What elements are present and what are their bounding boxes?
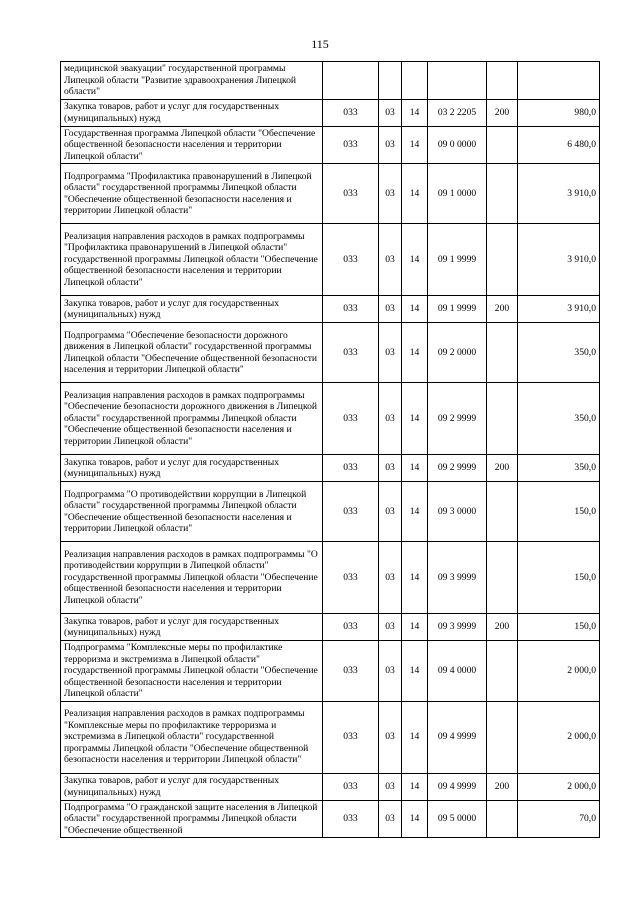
row-ministry-code: 033	[323, 800, 379, 838]
row-name: Реализация направления расходов в рамках подпрограммы "Профилактика правонарушений в Липецкой области" государственной программы Липецкой области "Обеспечение общественной безопасности населения и территории Липецкой области"	[61, 224, 323, 296]
row-name: Реализация направления расходов в рамках подпрограммы "Обеспечение безопасности дорожного движения в Липецкой области" государственной программы Липецкой области "Обеспечение общественной безопасности населения и территории Липецкой области"	[61, 383, 323, 455]
row-name: Закупка товаров, работ и услуг для государственных (муниципальных) нужд	[61, 455, 323, 482]
row-subsection-code: 14	[402, 323, 428, 383]
row-ministry-code: 033	[323, 641, 379, 702]
row-subsection-code: 14	[402, 773, 428, 800]
table-row	[61, 614, 600, 641]
row-target-code: 09 1 0000	[428, 164, 487, 224]
row-expense-type	[487, 62, 518, 100]
table-row	[61, 164, 600, 224]
row-subsection-code: 14	[402, 482, 428, 542]
row-amount: 2 000,0	[518, 701, 600, 773]
row-amount: 350,0	[518, 383, 600, 455]
table-row	[61, 126, 600, 164]
row-amount: 150,0	[518, 542, 600, 614]
row-expense-type: 200	[487, 455, 518, 482]
row-amount: 980,0	[518, 99, 600, 126]
row-ministry-code: 033	[323, 224, 379, 296]
budget-table	[60, 61, 600, 838]
row-ministry-code: 033	[323, 614, 379, 641]
row-expense-type	[487, 164, 518, 224]
row-name: Закупка товаров, работ и услуг для государственных (муниципальных) нужд	[61, 773, 323, 800]
table-row	[61, 800, 600, 838]
row-expense-type: 200	[487, 773, 518, 800]
table-row	[61, 224, 600, 296]
row-name: Закупка товаров, работ и услуг для государственных (муниципальных) нужд	[61, 99, 323, 126]
row-section-code	[379, 62, 402, 100]
row-subsection-code: 14	[402, 383, 428, 455]
table-row	[61, 482, 600, 542]
row-amount: 3 910,0	[518, 224, 600, 296]
row-amount: 350,0	[518, 455, 600, 482]
page-number: 115	[311, 37, 329, 51]
row-target-code: 09 3 9999	[428, 542, 487, 614]
row-name: Реализация направления расходов в рамках подпрограммы "О противодействии коррупции в Липецкой области" государственной программы Липецкой области "Обеспечение общественной безопасности населения и территории Липецкой области"	[61, 542, 323, 614]
row-section-code: 03	[379, 296, 402, 323]
row-target-code: 09 2 9999	[428, 455, 487, 482]
row-expense-type	[487, 383, 518, 455]
row-amount: 6 480,0	[518, 126, 600, 164]
row-name: Подпрограмма "Обеспечение безопасности дорожного движения в Липецкой области" государственной программы Липецкой области "Обеспечение общественной безопасности населения и территории Липецкой области"	[61, 323, 323, 383]
row-amount: 2 000,0	[518, 641, 600, 702]
row-section-code: 03	[379, 224, 402, 296]
table-row	[61, 99, 600, 126]
row-target-code: 09 4 9999	[428, 701, 487, 773]
row-target-code: 09 2 0000	[428, 323, 487, 383]
row-section-code: 03	[379, 126, 402, 164]
row-subsection-code: 14	[402, 99, 428, 126]
row-subsection-code: 14	[402, 296, 428, 323]
row-target-code: 09 4 0000	[428, 641, 487, 702]
row-target-code: 09 2 9999	[428, 383, 487, 455]
row-target-code: 09 3 0000	[428, 482, 487, 542]
row-ministry-code: 033	[323, 482, 379, 542]
row-section-code: 03	[379, 99, 402, 126]
row-expense-type	[487, 641, 518, 702]
row-ministry-code: 033	[323, 383, 379, 455]
row-ministry-code: 033	[323, 701, 379, 773]
row-name: Подпрограмма "О гражданской защите населения в Липецкой области" государственной программы Липецкой области "Обеспечение общественной	[61, 800, 323, 838]
table-row	[61, 641, 600, 702]
row-ministry-code: 033	[323, 164, 379, 224]
row-ministry-code: 033	[323, 99, 379, 126]
row-ministry-code: 033	[323, 126, 379, 164]
row-ministry-code: 033	[323, 296, 379, 323]
row-amount: 150,0	[518, 482, 600, 542]
budget-table-body	[61, 62, 600, 838]
table-row	[61, 383, 600, 455]
row-target-code: 09 1 9999	[428, 296, 487, 323]
row-expense-type	[487, 701, 518, 773]
row-amount: 70,0	[518, 800, 600, 838]
row-expense-type	[487, 126, 518, 164]
row-subsection-code: 14	[402, 614, 428, 641]
row-subsection-code: 14	[402, 224, 428, 296]
row-name: Подпрограмма "Профилактика правонарушений в Липецкой области" государственной программы Липецкой области "Обеспечение общественной безопасности населения и территории Липецкой области"	[61, 164, 323, 224]
row-subsection-code: 14	[402, 800, 428, 838]
table-row	[61, 455, 600, 482]
row-name: Подпрограмма "Комплексные меры по профилактике терроризма и экстремизма в Липецкой области" государственной программы Липецкой области "Обеспечение общественной безопасности населения и территории Липецкой области"	[61, 641, 323, 702]
row-expense-type: 200	[487, 614, 518, 641]
table-row	[61, 542, 600, 614]
row-target-code: 03 2 2205	[428, 99, 487, 126]
row-name: Закупка товаров, работ и услуг для государственных (муниципальных) нужд	[61, 296, 323, 323]
row-amount: 2 000,0	[518, 773, 600, 800]
row-subsection-code: 14	[402, 701, 428, 773]
row-name: медицинской эвакуации" государственной программы Липецкой области "Развитие здравоохранения Липецкой области"	[61, 62, 323, 100]
row-ministry-code: 033	[323, 323, 379, 383]
row-expense-type	[487, 224, 518, 296]
row-subsection-code: 14	[402, 641, 428, 702]
row-name: Подпрограмма "О противодействии коррупции в Липецкой области" государственной программы Липецкой области "Обеспечение общественной безопасности населения и территории Липецкой области"	[61, 482, 323, 542]
row-expense-type	[487, 323, 518, 383]
row-target-code: 09 0 0000	[428, 126, 487, 164]
row-subsection-code: 14	[402, 455, 428, 482]
row-section-code: 03	[379, 323, 402, 383]
row-subsection-code	[402, 62, 428, 100]
row-target-code: 09 5 0000	[428, 800, 487, 838]
row-ministry-code	[323, 62, 379, 100]
row-expense-type	[487, 800, 518, 838]
row-amount: 350,0	[518, 323, 600, 383]
row-amount: 150,0	[518, 614, 600, 641]
row-target-code	[428, 62, 487, 100]
row-ministry-code: 033	[323, 542, 379, 614]
row-name: Реализация направления расходов в рамках подпрограммы "Комплексные меры по профилактике терроризма и экстремизма в Липецкой области" государственной программы Липецкой области "Обеспечение общественной безопасности населения и территории Липецкой области"	[61, 701, 323, 773]
row-target-code: 09 4 9999	[428, 773, 487, 800]
row-name: Государственная программа Липецкой области "Обеспечение общественной безопасности населения и территории Липецкой области"	[61, 126, 323, 164]
row-section-code: 03	[379, 641, 402, 702]
row-subsection-code: 14	[402, 164, 428, 224]
table-row	[61, 62, 600, 100]
row-amount	[518, 62, 600, 100]
table-row	[61, 323, 600, 383]
row-target-code: 09 3 9999	[428, 614, 487, 641]
row-section-code: 03	[379, 482, 402, 542]
row-subsection-code: 14	[402, 126, 428, 164]
row-name: Закупка товаров, работ и услуг для государственных (муниципальных) нужд	[61, 614, 323, 641]
row-subsection-code: 14	[402, 542, 428, 614]
row-section-code: 03	[379, 773, 402, 800]
row-expense-type	[487, 482, 518, 542]
row-expense-type: 200	[487, 296, 518, 323]
row-ministry-code: 033	[323, 455, 379, 482]
row-amount: 3 910,0	[518, 296, 600, 323]
row-section-code: 03	[379, 455, 402, 482]
row-section-code: 03	[379, 383, 402, 455]
row-expense-type	[487, 542, 518, 614]
row-target-code: 09 1 9999	[428, 224, 487, 296]
row-section-code: 03	[379, 800, 402, 838]
table-row	[61, 701, 600, 773]
row-section-code: 03	[379, 614, 402, 641]
row-section-code: 03	[379, 164, 402, 224]
row-section-code: 03	[379, 542, 402, 614]
table-row	[61, 296, 600, 323]
row-amount: 3 910,0	[518, 164, 600, 224]
table-row	[61, 773, 600, 800]
row-expense-type: 200	[487, 99, 518, 126]
row-section-code: 03	[379, 701, 402, 773]
row-ministry-code: 033	[323, 773, 379, 800]
